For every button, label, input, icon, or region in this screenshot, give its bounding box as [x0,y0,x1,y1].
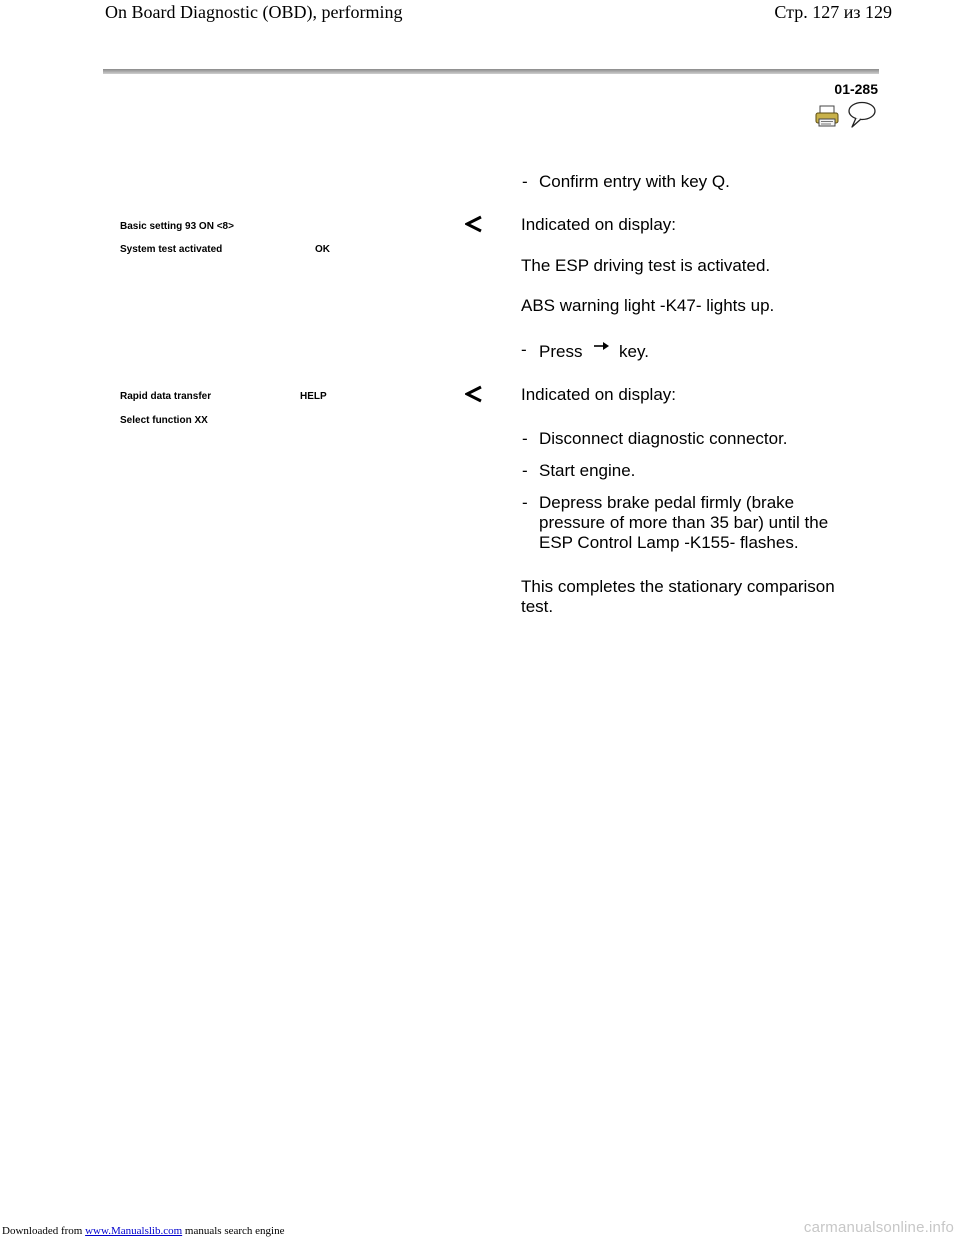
download-footer [2,1225,284,1237]
display1-line2-left: System test activated [120,244,223,255]
display2-line1-left: Rapid data transfer [120,391,212,402]
display1-line2-right: OK [315,244,330,255]
display2-line1-right: HELP [300,391,327,402]
manualslib-link[interactable]: www.Manualslib.com [85,1225,183,1237]
header-rule [103,69,879,74]
indicated-label-1: Indicated on display: [521,215,676,234]
press-label: Press [539,342,583,361]
step-depress-brake-text: Depress brake pedal firmly (brake pressure of more than 35 bar) until the ESP Control Lamp -K155- flashes. [539,493,829,552]
display2-line2: Select function XX [120,415,208,426]
step-disconnect-text: Disconnect diagnostic connector. [539,429,788,448]
pointer-left-icon [465,385,483,408]
step-start-engine-text: Start engine. [539,461,636,480]
pointer-left-icon [465,215,483,238]
bullet-dash: - [522,429,528,448]
printer-icon[interactable] [815,105,839,132]
document-title: On Board Diagnostic (OBD), performing [105,2,403,22]
conclusion-text: This completes the stationary comparison test. [521,577,835,616]
page-code: 01-285 [834,81,878,97]
bullet-dash: - [522,172,528,191]
watermark: carmanualsonline.info [803,1219,954,1236]
abs-warning-text: ABS warning light -K47- lights up. [521,296,775,315]
footer-suffix: manuals search engine [184,1225,285,1237]
speech-bubble-icon[interactable] [846,101,878,134]
esp-test-activated-text: The ESP driving test is activated. [521,256,771,275]
footer-prefix: Downloaded from [2,1225,83,1237]
step-confirm-text: Confirm entry with key Q. [539,172,730,191]
display1-line1: Basic setting 93 ON <8> [120,221,234,232]
page-counter: Стр. 127 из 129 [774,2,892,22]
bullet-dash: - [522,493,528,512]
bullet-dash: - [522,461,528,480]
bullet-dash: - [521,340,527,359]
key-label: key. [619,342,649,361]
indicated-label-2: Indicated on display: [521,385,676,404]
arrow-right-key-icon [592,339,612,358]
